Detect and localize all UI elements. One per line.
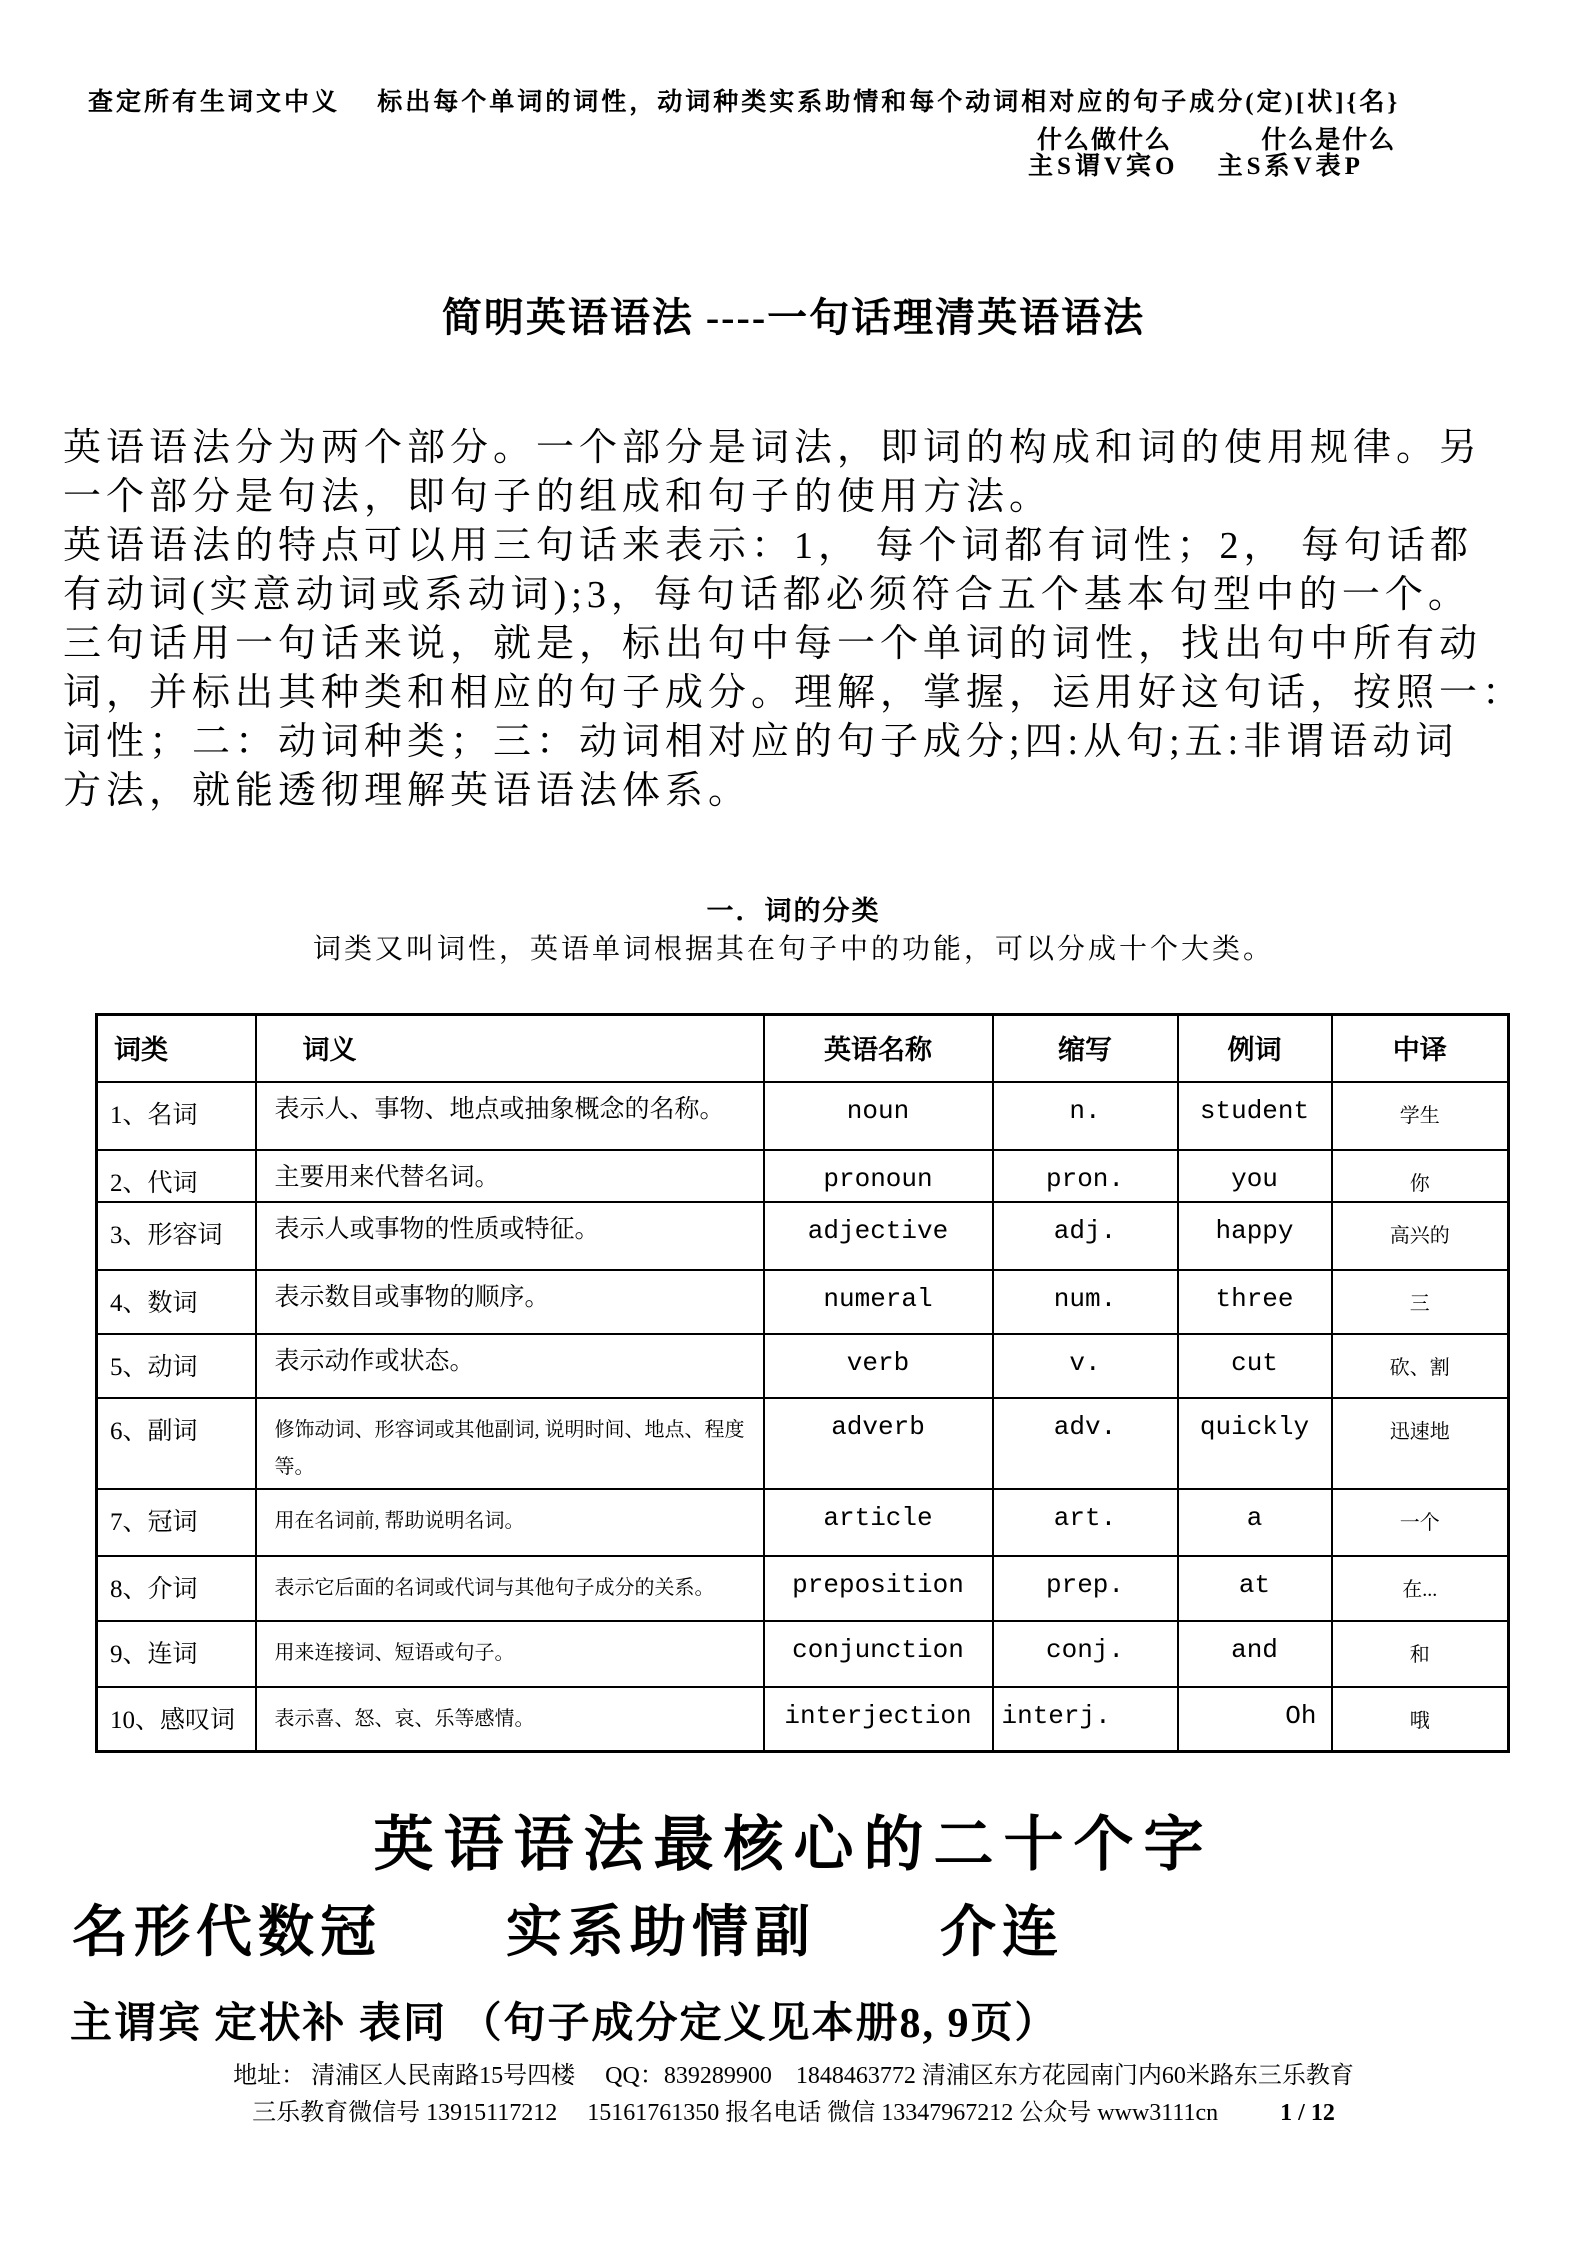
intro-line: 有动词(实意动词或系动词);3，每句话都必须符合五个基本句型中的一个。	[63, 574, 1471, 616]
cell-example: at	[1178, 1556, 1332, 1621]
cell-example: three	[1178, 1270, 1332, 1334]
table-row	[97, 1489, 1509, 1556]
cell-meaning: 表示喜、怒、哀、乐等感情。	[256, 1687, 764, 1752]
cell-translation: 和	[1332, 1621, 1509, 1687]
note-line-3: 主S谓V宾O 主S系V表P	[1028, 153, 1364, 180]
cell-english: conjunction	[764, 1621, 993, 1687]
cell-translation: 在...	[1332, 1556, 1509, 1621]
footer-contact-line	[0, 2095, 1587, 2132]
cell-translation: 三	[1332, 1270, 1509, 1334]
cell-meaning: 修饰动词、形容词或其他副词, 说明时间、地点、程度等。	[256, 1398, 764, 1489]
col-header-meaning: 词义	[256, 1015, 764, 1082]
cell-example: happy	[1178, 1202, 1332, 1270]
page-number: 1 / 12	[1280, 2100, 1335, 2126]
cell-category: 8、介词	[97, 1556, 256, 1621]
cell-category: 6、副词	[97, 1398, 256, 1489]
cell-translation: 一个	[1332, 1489, 1509, 1556]
cell-example: Oh	[1178, 1687, 1332, 1752]
cell-meaning: 表示数目或事物的顺序。	[256, 1270, 764, 1334]
cell-abbr: n.	[993, 1082, 1178, 1150]
cell-english: adverb	[764, 1398, 993, 1489]
cell-translation: 迅速地	[1332, 1398, 1509, 1489]
intro-line: 三句话用一句话来说，就是，标出句中每一个单词的词性，找出句中所有动	[63, 623, 1483, 665]
table-row	[97, 1334, 1509, 1398]
cell-english: verb	[764, 1334, 993, 1398]
cell-meaning: 表示动作或状态。	[256, 1334, 764, 1398]
page-title: 简明英语语法 ----一句话理清英语语法	[441, 295, 1146, 340]
cell-abbr: num.	[993, 1270, 1178, 1334]
col-header-abbreviation: 缩写	[993, 1015, 1178, 1082]
cell-category: 3、形容词	[97, 1202, 256, 1270]
cell-example: cut	[1178, 1334, 1332, 1398]
cell-english: numeral	[764, 1270, 993, 1334]
intro-paragraphs	[63, 424, 1533, 816]
cell-abbr: prep.	[993, 1556, 1178, 1621]
cell-english: pronoun	[764, 1150, 993, 1202]
cell-category: 4、数词	[97, 1270, 256, 1334]
cell-example: you	[1178, 1150, 1332, 1202]
cell-example: quickly	[1178, 1398, 1332, 1489]
cell-meaning: 用在名词前, 帮助说明名词。	[256, 1489, 764, 1556]
intro-line: 方法，就能透彻理解英语语法体系。	[63, 770, 752, 812]
cell-english: noun	[764, 1082, 993, 1150]
cell-category: 1、名词	[97, 1082, 256, 1150]
section-heading: 一．词的分类	[706, 896, 881, 926]
table-row	[97, 1082, 1509, 1150]
cell-meaning: 用来连接词、短语或句子。	[256, 1621, 764, 1687]
parts-of-speech-table-wrapper	[95, 1013, 1510, 1753]
page-footer	[0, 2058, 1587, 2132]
intro-line: 英语语法的特点可以用三句话来表示：1， 每个词都有词性；2， 每句话都	[63, 525, 1474, 567]
cell-example: and	[1178, 1621, 1332, 1687]
annotation-note	[88, 90, 1548, 180]
footer-address-line: 地址： 清浦区人民南路15号四楼 QQ：839289900 1848463772 清浦区东方花园南门内60米路东三乐教育	[233, 2063, 1354, 2089]
core-twenty-words-headline: 英语语法最核心的二十个字	[373, 1812, 1214, 1878]
col-header-category: 词类	[97, 1015, 256, 1082]
cell-abbr: pron.	[993, 1150, 1178, 1202]
cell-english: article	[764, 1489, 993, 1556]
cell-english: adjective	[764, 1202, 993, 1270]
cell-abbr: conj.	[993, 1621, 1178, 1687]
table-header-row	[97, 1015, 1509, 1082]
cell-translation: 砍、割	[1332, 1334, 1509, 1398]
cell-meaning: 表示它后面的名词或代词与其他句子成分的关系。	[256, 1556, 764, 1621]
cell-example: student	[1178, 1082, 1332, 1150]
col-header-example: 例词	[1178, 1015, 1332, 1082]
word-class-mnemonic-line: 名形代数冠 实系助情副 介连	[72, 1902, 1064, 1964]
cell-meaning: 主要用来代替名词。	[256, 1150, 764, 1202]
cell-category: 7、冠词	[97, 1489, 256, 1556]
intro-line: 词，并标出其种类和相应的句子成分。理解，掌握，运用好这句话，按照一：	[63, 672, 1526, 714]
cell-category: 2、代词	[97, 1150, 256, 1202]
col-header-translation: 中译	[1332, 1015, 1509, 1082]
cell-translation: 学生	[1332, 1082, 1509, 1150]
col-header-english-name: 英语名称	[764, 1015, 993, 1082]
sentence-elements-line: 主谓宾 定状补 表同 （句子成分定义见本册8, 9页）	[70, 2001, 1059, 2047]
cell-abbr: adv.	[993, 1398, 1178, 1489]
cell-abbr: adj.	[993, 1202, 1178, 1270]
cell-example: a	[1178, 1489, 1332, 1556]
cell-english: preposition	[764, 1556, 993, 1621]
table-row	[97, 1398, 1509, 1489]
table-row	[97, 1202, 1509, 1270]
table-row	[97, 1621, 1509, 1687]
cell-translation: 高兴的	[1332, 1202, 1509, 1270]
cell-meaning: 表示人或事物的性质或特征。	[256, 1202, 764, 1270]
intro-line: 一个部分是句法，即句子的组成和句子的使用方法。	[63, 476, 1053, 518]
cell-category: 5、动词	[97, 1334, 256, 1398]
note-line-2: 什么做什么 什么是什么	[1037, 127, 1397, 154]
cell-english: interjection	[764, 1687, 993, 1752]
cell-category: 10、感叹词	[97, 1687, 256, 1752]
cell-translation: 哦	[1332, 1687, 1509, 1752]
cell-translation: 你	[1332, 1150, 1509, 1202]
table-row	[97, 1270, 1509, 1334]
intro-line: 词性；二：动词种类；三：动词相对应的句子成分;四:从句;五:非谓语动词	[63, 721, 1459, 763]
table-row	[97, 1687, 1509, 1752]
parts-of-speech-table	[95, 1013, 1510, 1753]
cell-category: 9、连词	[97, 1621, 256, 1687]
intro-line: 英语语法分为两个部分。一个部分是词法，即词的构成和词的使用规律。另	[63, 427, 1483, 469]
table-row	[97, 1556, 1509, 1621]
note-line-1: 查定所有生词文中义 标出每个单词的词性，动词种类实系助情和每个动词相对应的句子成分(定)[状]{名}	[88, 89, 1401, 116]
table-row	[97, 1150, 1509, 1202]
footer-contact-text: 三乐教育微信号 13915117212 15161761350 报名电话 微信 13347967212 公众号 www3111cn	[252, 2100, 1219, 2126]
cell-abbr: interj.	[993, 1687, 1178, 1752]
section-subtitle: 词类又叫词性，英语单词根据其在句子中的功能，可以分成十个大类。	[312, 934, 1274, 965]
cell-abbr: v.	[993, 1334, 1178, 1398]
cell-meaning: 表示人、事物、地点或抽象概念的名称。	[256, 1082, 764, 1150]
cell-abbr: art.	[993, 1489, 1178, 1556]
